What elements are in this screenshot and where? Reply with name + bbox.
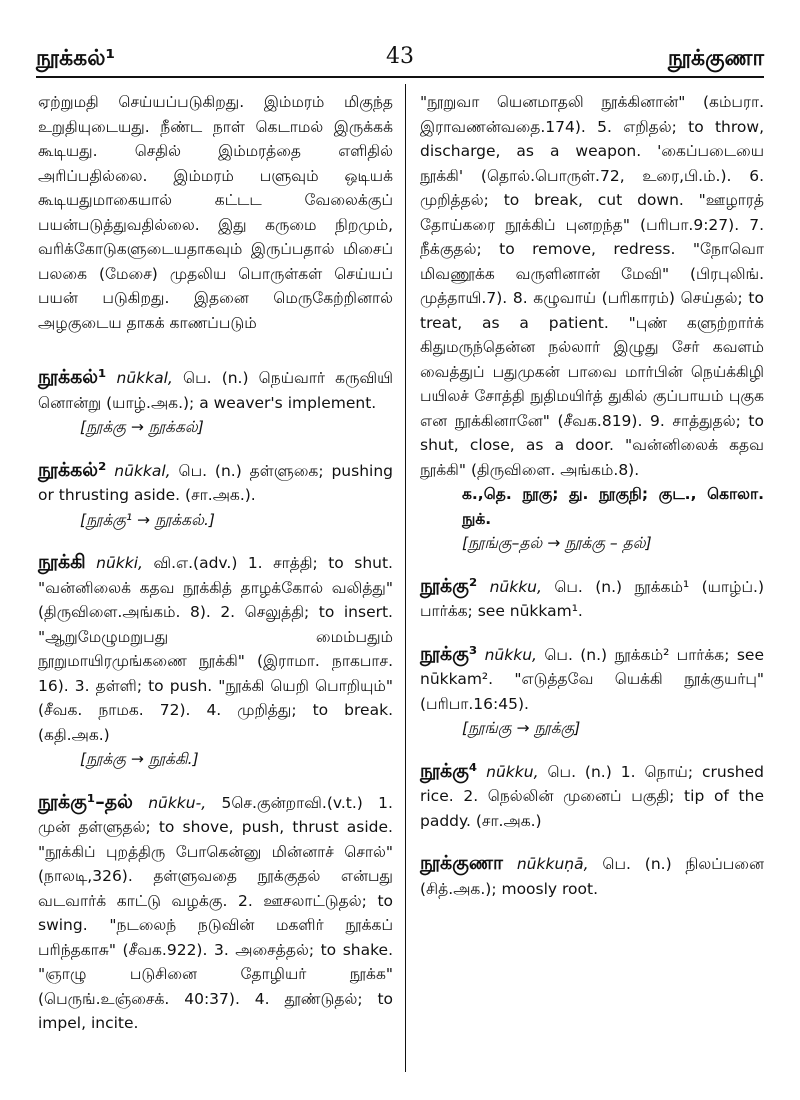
headword: நூக்கி — [38, 551, 86, 573]
continued-entry: "நூறுவா யெனமாதலி நூக்கினான்" (கம்பரா. இராவணன்வதை.174). 5. எறிதல்; to throw, discharge, as a weapon. 'கைப்படையை நூக்கி' (தொல்.பொருள்.72, உரை,பி.ம்.). 6. முறித்தல்; to break, cut down. "ஊழாரத் தோய்கரை நூக்கிப் புனறந்த" (பரிபா.9:27). 7. நீக்குதல்; to remove, redress. "நோவொ மிவணூக்க வருளினான் மேவி" (பிரபுலிங். முத்தாயி.7). 8. கழுவாய் (பரிகாரம்) செய்தல்; to treat, as a patient. "புண் களுற்றார்க் கிதுமருந்தென்ன நல்லார் இழுது சேர் கவளம் வைத்துப் பதுமுகன் பாவை மார்பின் நெய்க்கிழி பயிலச் சோத்தி நுதிமயிர்த் துகில் குப்பாயம் புகுக என நூக்கினானே" (சீவக.819). 9. சாத்துதல்; to shut, close, as a door. "வன்னிலைக் கதவ நூக்கி" (திருவிளை. அங்கம்.8). — [420, 93, 764, 479]
dictionary-entry — [420, 759, 764, 834]
headword: நூக்குணா — [420, 852, 503, 874]
etymology: [நூக்கு¹ → நூக்கல்.] — [80, 510, 215, 529]
definition: பெ. (n.) நூக்கம்¹ (யாழ்ப்.) பார்க்க; see nūkkam¹. — [420, 577, 764, 620]
transliteration: nūkkal, — [114, 461, 171, 480]
transliteration: nūkkal, — [116, 369, 173, 387]
definition: வி.எ.(adv.) 1. சாத்தி; to shut. "வன்னிலைக் கதவ நூக்கித் தாழக்கோல் வலித்து" (திருவிளை.அங்கம். 8). 2. செலுத்தி; to insert. "ஆறுமேழுமறுபது மைம்பதும் நூறுமாயிரமுங்கணை நூக்கி" (இராமா. நாகபாச. 16). 3. தள்ளி; to push. "நூக்கி யெறி பொறியும்" (சீவக. நாமக. 72). 4. முறித்து; to break. (கதி.அக.) — [38, 554, 393, 744]
etymology: [நூக்கு → நூக்கி.] — [80, 750, 199, 768]
transliteration: nūkku, — [489, 577, 542, 596]
dictionary-entry — [38, 365, 393, 415]
dictionary-entry — [38, 550, 393, 747]
etymology: [நூங்கு–தல் → நூக்கு – தல்] — [462, 534, 652, 552]
page-number: 43 — [386, 44, 414, 69]
dictionary-entry — [420, 851, 764, 901]
header-right-guideword: நூக்குணா — [667, 46, 764, 71]
cognates: க.,தெ. நூகு; து. நூகுநி; குட., கொலா. நுக். — [462, 485, 764, 528]
dictionary-entry — [420, 642, 764, 717]
transliteration: nūkkuṇā, — [516, 855, 589, 873]
definition: பெ. (n.) நிலப்பனை (சித்.அக.); moosly root. — [420, 855, 764, 898]
column-divider — [405, 84, 406, 1072]
definition: பெ. (n.) நெய்வார் கருவியி னொன்று (யாழ்.அக.); a weaver's implement. — [38, 369, 393, 412]
left-column — [38, 90, 393, 1036]
transliteration: nūkki, — [96, 554, 143, 572]
transliteration: nūkku, — [484, 645, 537, 664]
transliteration: nūkku, — [486, 762, 539, 781]
right-column — [420, 90, 764, 901]
header-left-guideword: நூக்கல்¹ — [36, 46, 116, 71]
dictionary-entry — [420, 574, 764, 624]
definition: 5செ.குன்றாவி.(v.t.) 1. முன் தள்ளுதல்; to shove, push, thrust aside. "நூக்கிப் புறத்திரு போகென்னு மின்னாச் சொல்" (நாலடி,326). தள்ளுவதை நூக்குதல் என்பது வடவார்க் காட்டு வழக்கு. 2. ஊசலாட்டுதல்; to swing. "நடலைந் நடுவின் மகளிர் நூக்கப் பரிந்தகாசு" (சீவக.922). 3. அசைத்தல்; to shake. "ஞாழு படுசினை தோழியர் நூக்க" (பெருங்.உஞ்சைக். 40:37). 4. தூண்டுதல்; to impel, incite. — [38, 793, 393, 1032]
headword: நூக்கல்² — [38, 458, 107, 481]
definition: பெ. (n.) 1. நொய்; crushed rice. 2. நெல்லின் முனைப் பகுதி; tip of the paddy. (சா.அக.) — [420, 762, 764, 830]
definition: பெ. (n.) நூக்கம்² பார்க்க; see nūkkam². "எடுத்தவே யெக்கி நூக்குயர்பு" (பரிபா.16:45). — [420, 645, 764, 713]
definition: பெ. (n.) தள்ளுகை; pushing or thrusting aside. (சா.அக.). — [38, 461, 393, 504]
continued-paragraph: ஏற்றுமதி செய்யப்படுகிறது. இம்மரம் மிகுந்த உறுதியுடையது. நீண்ட நாள் கெடாமல் இருக்கக் கூடியது. செதில் இம்மரத்தை எளிதில் அரிப்பதில்லை. இம்மரம் பளுவும் ஒடியக் கூடியதுமாகையால் கட்டட வேலைக்குப் பயன்படுத்துவதில்லை. இது கருமை நிறமும், வரிக்கோடுகளுடையதாகவும் இருப்பதால் மிசைப் பலகை (மேசை) முதலிய பொருள்கள் செய்யப் பயன் படுகிறது. இதனை மெருகேற்றினால் அழகுடைய தாகக் காணப்படும் — [38, 93, 393, 332]
page-header — [0, 0, 800, 70]
headword: நூக்கல்¹ — [38, 366, 107, 388]
header-rule — [36, 76, 764, 78]
dictionary-entry — [38, 458, 393, 508]
headword: நூக்கு⁴ — [420, 759, 478, 782]
etymology: [நூக்கு → நூக்கல்] — [80, 418, 204, 436]
dictionary-entry — [38, 790, 393, 1036]
etymology: [நூங்கு → நூக்கு] — [462, 719, 581, 737]
headword: நூக்கு³ — [420, 642, 478, 665]
headword: நூக்கு² — [420, 574, 478, 597]
headword: நூக்கு¹–தல் — [38, 790, 133, 813]
transliteration: nūkku-, — [148, 793, 207, 812]
